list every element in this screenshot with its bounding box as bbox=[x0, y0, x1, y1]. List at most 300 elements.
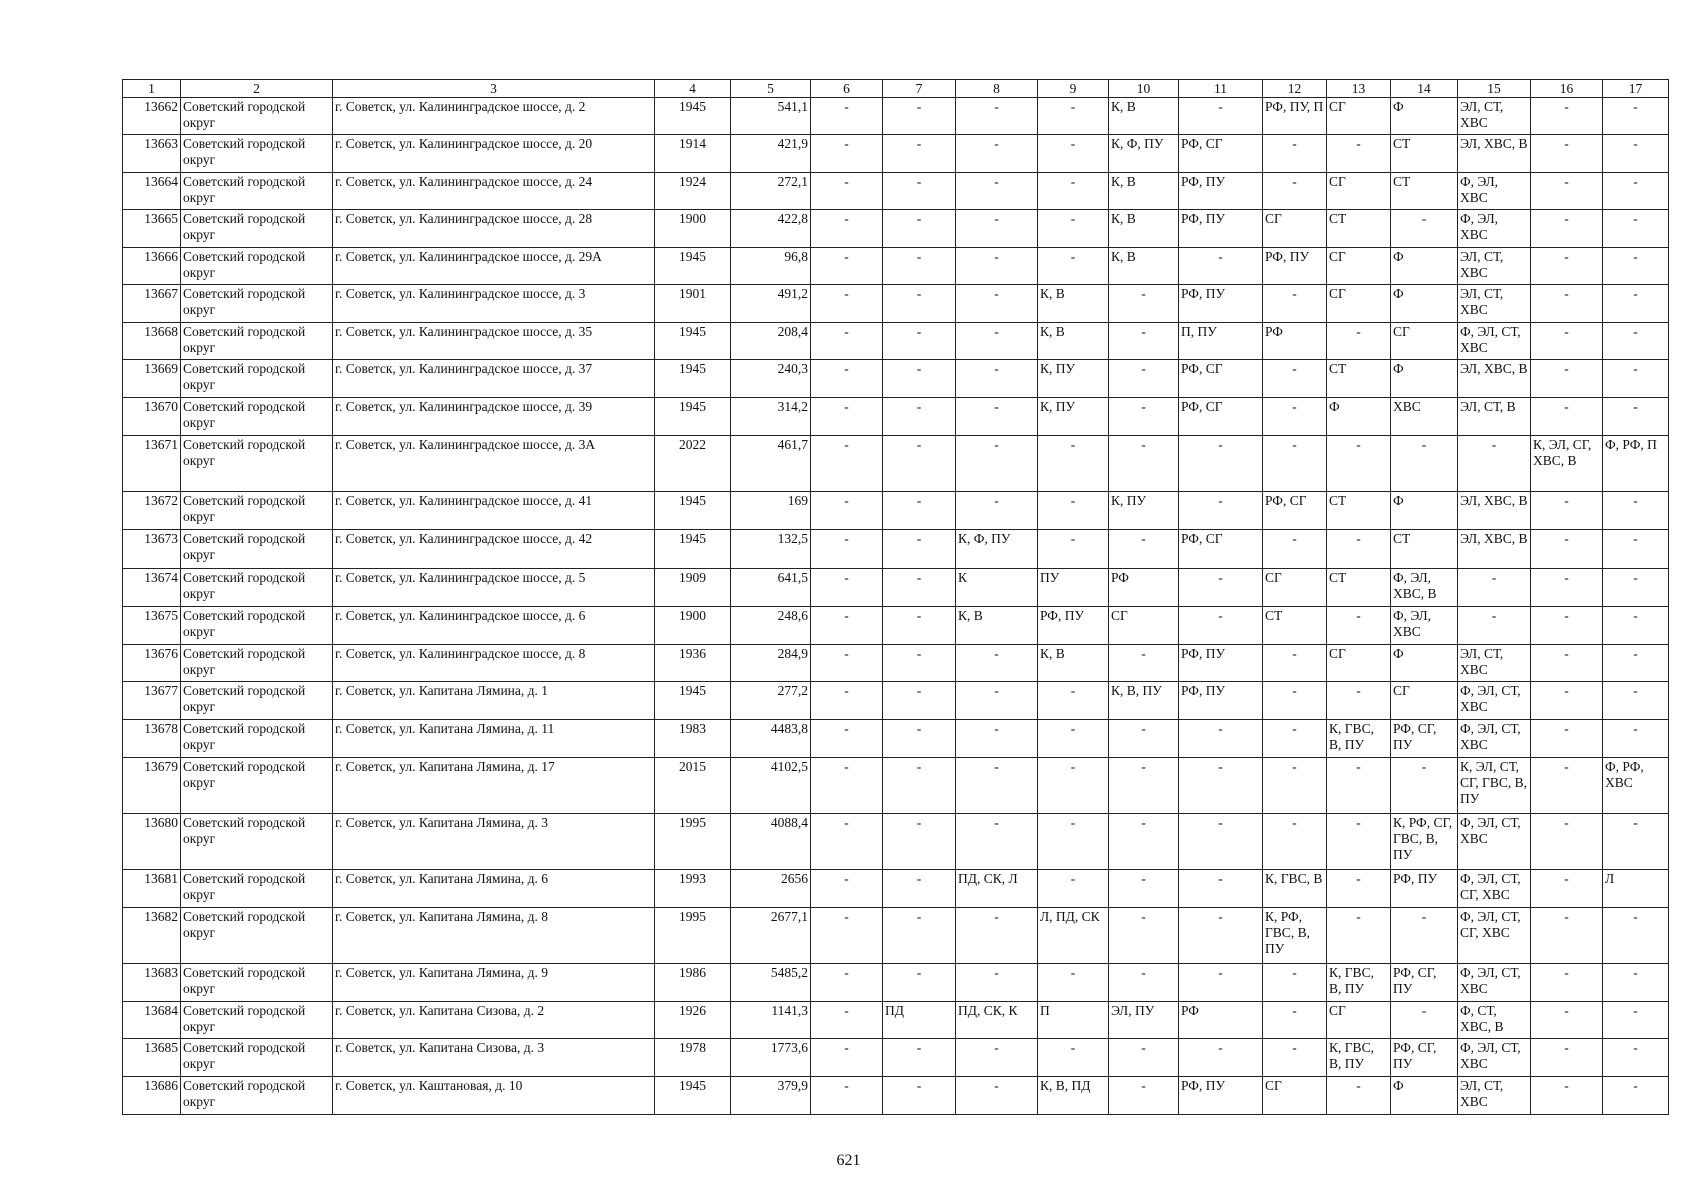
cell-address: г. Советск, ул. Калининградское шоссе, д. 6 bbox=[333, 607, 655, 645]
cell-col-15: К, ЭЛ, СТ, СГ, ГВС, В, ПУ bbox=[1458, 758, 1531, 814]
cell-area: 2656 bbox=[731, 870, 811, 908]
cell-col-12: СГ bbox=[1263, 569, 1327, 607]
cell-col-14: СТ bbox=[1391, 135, 1458, 173]
cell-col-15: Ф, ЭЛ, СТ, ХВС bbox=[1458, 323, 1531, 360]
cell-area: 541,1 bbox=[731, 98, 811, 135]
cell-col-14: РФ, СГ, ПУ bbox=[1391, 1039, 1458, 1077]
cell-year-built: 1945 bbox=[655, 398, 731, 436]
cell-year-built: 1993 bbox=[655, 870, 731, 908]
cell-col-11: РФ, ПУ bbox=[1179, 645, 1263, 682]
cell-col-15: ЭЛ, ХВС, В bbox=[1458, 360, 1531, 398]
cell-col-15: Ф, СТ, ХВС, В bbox=[1458, 1002, 1531, 1039]
cell-row-number: 13664 bbox=[123, 173, 181, 210]
cell-col-9: - bbox=[1038, 135, 1109, 173]
cell-col-15: ЭЛ, ХВС, В bbox=[1458, 530, 1531, 569]
cell-row-number: 13679 bbox=[123, 758, 181, 814]
cell-col-9: ПУ bbox=[1038, 569, 1109, 607]
cell-col-6: - bbox=[811, 323, 883, 360]
cell-col-13: СГ bbox=[1327, 1002, 1391, 1039]
cell-address: г. Советск, ул. Капитана Лямина, д. 8 bbox=[333, 908, 655, 964]
cell-municipality: Советский городской округ bbox=[181, 248, 333, 285]
cell-col-10: К, В bbox=[1109, 98, 1179, 135]
cell-year-built: 1995 bbox=[655, 908, 731, 964]
cell-col-10: К, В bbox=[1109, 210, 1179, 248]
cell-col-7: - bbox=[883, 173, 956, 210]
cell-col-15: ЭЛ, ХВС, В bbox=[1458, 492, 1531, 530]
cell-col-13: СГ bbox=[1327, 285, 1391, 323]
cell-col-13: - bbox=[1327, 436, 1391, 492]
cell-col-17: Л bbox=[1603, 870, 1669, 908]
cell-col-15: Ф, ЭЛ, СТ, СГ, ХВС bbox=[1458, 870, 1531, 908]
cell-col-11: - bbox=[1179, 814, 1263, 870]
cell-year-built: 2015 bbox=[655, 758, 731, 814]
cell-col-12: - bbox=[1263, 758, 1327, 814]
cell-col-14: - bbox=[1391, 210, 1458, 248]
cell-col-6: - bbox=[811, 98, 883, 135]
cell-col-15: ЭЛ, СТ, ХВС bbox=[1458, 1077, 1531, 1115]
table-row bbox=[123, 323, 1669, 360]
column-header-6: 6 bbox=[811, 80, 883, 98]
cell-year-built: 1924 bbox=[655, 173, 731, 210]
cell-col-11: РФ, СГ bbox=[1179, 398, 1263, 436]
cell-col-16: - bbox=[1531, 870, 1603, 908]
cell-col-16: - bbox=[1531, 720, 1603, 758]
cell-col-7: - bbox=[883, 323, 956, 360]
cell-municipality: Советский городской округ bbox=[181, 607, 333, 645]
cell-address: г. Советск, ул. Капитана Лямина, д. 1 bbox=[333, 682, 655, 720]
cell-col-15: Ф, ЭЛ, СТ, ХВС bbox=[1458, 682, 1531, 720]
cell-col-7: - bbox=[883, 436, 956, 492]
cell-address: г. Советск, ул. Капитана Сизова, д. 2 bbox=[333, 1002, 655, 1039]
cell-col-13: СГ bbox=[1327, 248, 1391, 285]
cell-col-10: - bbox=[1109, 964, 1179, 1002]
cell-municipality: Советский городской округ bbox=[181, 210, 333, 248]
cell-col-6: - bbox=[811, 492, 883, 530]
cell-col-7: - bbox=[883, 720, 956, 758]
cell-year-built: 1936 bbox=[655, 645, 731, 682]
cell-address: г. Советск, ул. Калининградское шоссе, д. 5 bbox=[333, 569, 655, 607]
table-body bbox=[123, 98, 1669, 1115]
cell-col-12: - bbox=[1263, 173, 1327, 210]
cell-col-16: - bbox=[1531, 173, 1603, 210]
cell-col-17: - bbox=[1603, 720, 1669, 758]
cell-col-11: - bbox=[1179, 569, 1263, 607]
cell-municipality: Советский городской округ bbox=[181, 285, 333, 323]
cell-col-6: - bbox=[811, 248, 883, 285]
cell-col-7: - bbox=[883, 360, 956, 398]
cell-col-12: - bbox=[1263, 814, 1327, 870]
column-header-8: 8 bbox=[956, 80, 1038, 98]
cell-col-7: - bbox=[883, 870, 956, 908]
cell-address: г. Советск, ул. Калининградское шоссе, д. 41 bbox=[333, 492, 655, 530]
cell-col-16: - bbox=[1531, 248, 1603, 285]
cell-col-11: - bbox=[1179, 908, 1263, 964]
cell-col-15: - bbox=[1458, 607, 1531, 645]
cell-col-13: - bbox=[1327, 758, 1391, 814]
table-row bbox=[123, 1002, 1669, 1039]
cell-col-12: - bbox=[1263, 720, 1327, 758]
cell-address: г. Советск, ул. Калининградское шоссе, д. 35 bbox=[333, 323, 655, 360]
table-row bbox=[123, 964, 1669, 1002]
cell-col-13: К, ГВС, В, ПУ bbox=[1327, 1039, 1391, 1077]
cell-col-12: - bbox=[1263, 1039, 1327, 1077]
cell-col-13: СТ bbox=[1327, 210, 1391, 248]
housing-register-table bbox=[122, 79, 1669, 1115]
cell-col-16: - bbox=[1531, 492, 1603, 530]
cell-col-11: РФ, ПУ bbox=[1179, 210, 1263, 248]
cell-area: 2677,1 bbox=[731, 908, 811, 964]
cell-col-11: - bbox=[1179, 964, 1263, 1002]
cell-col-14: Ф, ЭЛ, ХВС bbox=[1391, 607, 1458, 645]
cell-col-16: - bbox=[1531, 1039, 1603, 1077]
cell-col-15: - bbox=[1458, 436, 1531, 492]
cell-col-10: К, Ф, ПУ bbox=[1109, 135, 1179, 173]
column-header-9: 9 bbox=[1038, 80, 1109, 98]
cell-col-8: - bbox=[956, 360, 1038, 398]
cell-col-17: - bbox=[1603, 398, 1669, 436]
cell-col-6: - bbox=[811, 1077, 883, 1115]
cell-col-12: - bbox=[1263, 285, 1327, 323]
cell-col-16: - bbox=[1531, 569, 1603, 607]
cell-col-12: СГ bbox=[1263, 210, 1327, 248]
column-header-3: 3 bbox=[333, 80, 655, 98]
cell-col-11: - bbox=[1179, 492, 1263, 530]
cell-area: 421,9 bbox=[731, 135, 811, 173]
cell-col-15: Ф, ЭЛ, СТ, СГ, ХВС bbox=[1458, 908, 1531, 964]
table-row bbox=[123, 530, 1669, 569]
cell-col-9: - bbox=[1038, 173, 1109, 210]
table-row bbox=[123, 248, 1669, 285]
cell-col-17: Ф, РФ, ХВС bbox=[1603, 758, 1669, 814]
cell-municipality: Советский городской округ bbox=[181, 1077, 333, 1115]
table-row bbox=[123, 210, 1669, 248]
table-row bbox=[123, 173, 1669, 210]
cell-col-10: - bbox=[1109, 285, 1179, 323]
table-row bbox=[123, 285, 1669, 323]
cell-col-10: - bbox=[1109, 323, 1179, 360]
cell-col-11: - bbox=[1179, 1039, 1263, 1077]
cell-col-6: - bbox=[811, 569, 883, 607]
cell-col-8: - bbox=[956, 908, 1038, 964]
cell-col-10: - bbox=[1109, 1039, 1179, 1077]
cell-col-16: - bbox=[1531, 645, 1603, 682]
cell-municipality: Советский городской округ bbox=[181, 323, 333, 360]
cell-municipality: Советский городской округ bbox=[181, 720, 333, 758]
cell-col-11: - bbox=[1179, 870, 1263, 908]
cell-col-11: - bbox=[1179, 758, 1263, 814]
cell-col-15: Ф, ЭЛ, ХВС bbox=[1458, 210, 1531, 248]
cell-col-14: РФ, СГ, ПУ bbox=[1391, 720, 1458, 758]
cell-col-7: - bbox=[883, 908, 956, 964]
cell-area: 284,9 bbox=[731, 645, 811, 682]
cell-area: 272,1 bbox=[731, 173, 811, 210]
table-row bbox=[123, 1077, 1669, 1115]
cell-col-8: - bbox=[956, 964, 1038, 1002]
cell-col-9: - bbox=[1038, 758, 1109, 814]
cell-col-10: ЭЛ, ПУ bbox=[1109, 1002, 1179, 1039]
cell-municipality: Советский городской округ bbox=[181, 814, 333, 870]
cell-col-10: - bbox=[1109, 360, 1179, 398]
cell-col-7: - bbox=[883, 210, 956, 248]
cell-municipality: Советский городской округ bbox=[181, 98, 333, 135]
column-header-13: 13 bbox=[1327, 80, 1391, 98]
cell-municipality: Советский городской округ bbox=[181, 758, 333, 814]
cell-col-7: - bbox=[883, 248, 956, 285]
cell-col-15: ЭЛ, СТ, В bbox=[1458, 398, 1531, 436]
cell-col-17: - bbox=[1603, 569, 1669, 607]
cell-col-14: СТ bbox=[1391, 530, 1458, 569]
cell-col-9: К, ПУ bbox=[1038, 360, 1109, 398]
table-row bbox=[123, 607, 1669, 645]
cell-year-built: 1945 bbox=[655, 323, 731, 360]
cell-area: 4102,5 bbox=[731, 758, 811, 814]
cell-area: 461,7 bbox=[731, 436, 811, 492]
cell-col-9: К, В bbox=[1038, 323, 1109, 360]
cell-col-6: - bbox=[811, 285, 883, 323]
cell-col-12: РФ, ПУ, П bbox=[1263, 98, 1327, 135]
cell-municipality: Советский городской округ bbox=[181, 1039, 333, 1077]
cell-col-7: - bbox=[883, 814, 956, 870]
cell-col-16: - bbox=[1531, 1077, 1603, 1115]
cell-row-number: 13676 bbox=[123, 645, 181, 682]
cell-col-13: - bbox=[1327, 814, 1391, 870]
cell-col-14: - bbox=[1391, 436, 1458, 492]
cell-year-built: 1901 bbox=[655, 285, 731, 323]
cell-col-13: - bbox=[1327, 607, 1391, 645]
cell-col-16: - bbox=[1531, 607, 1603, 645]
table-row bbox=[123, 758, 1669, 814]
cell-col-13: - bbox=[1327, 682, 1391, 720]
cell-row-number: 13667 bbox=[123, 285, 181, 323]
cell-col-9: К, В bbox=[1038, 285, 1109, 323]
cell-row-number: 13668 bbox=[123, 323, 181, 360]
cell-col-17: - bbox=[1603, 323, 1669, 360]
cell-col-7: - bbox=[883, 492, 956, 530]
cell-col-11: РФ, ПУ bbox=[1179, 173, 1263, 210]
cell-col-17: - bbox=[1603, 682, 1669, 720]
cell-municipality: Советский городской округ bbox=[181, 173, 333, 210]
cell-col-14: РФ, СГ, ПУ bbox=[1391, 964, 1458, 1002]
cell-area: 5485,2 bbox=[731, 964, 811, 1002]
header-row bbox=[123, 80, 1669, 98]
cell-col-7: - bbox=[883, 682, 956, 720]
cell-col-6: - bbox=[811, 870, 883, 908]
cell-col-13: - bbox=[1327, 135, 1391, 173]
cell-col-9: - bbox=[1038, 98, 1109, 135]
cell-year-built: 1945 bbox=[655, 492, 731, 530]
cell-col-15: ЭЛ, СТ, ХВС bbox=[1458, 285, 1531, 323]
cell-col-14: Ф bbox=[1391, 248, 1458, 285]
cell-col-10: - bbox=[1109, 720, 1179, 758]
column-header-7: 7 bbox=[883, 80, 956, 98]
column-header-2: 2 bbox=[181, 80, 333, 98]
table-row bbox=[123, 135, 1669, 173]
cell-col-16: - bbox=[1531, 360, 1603, 398]
cell-col-17: - bbox=[1603, 964, 1669, 1002]
cell-col-9: Л, ПД, СК bbox=[1038, 908, 1109, 964]
column-header-5: 5 bbox=[731, 80, 811, 98]
cell-col-6: - bbox=[811, 135, 883, 173]
cell-col-11: - bbox=[1179, 607, 1263, 645]
cell-col-14: СТ bbox=[1391, 173, 1458, 210]
cell-col-9: РФ, ПУ bbox=[1038, 607, 1109, 645]
cell-col-17: - bbox=[1603, 1039, 1669, 1077]
cell-col-7: - bbox=[883, 530, 956, 569]
cell-col-16: - bbox=[1531, 814, 1603, 870]
table-row bbox=[123, 492, 1669, 530]
table-row bbox=[123, 870, 1669, 908]
cell-area: 314,2 bbox=[731, 398, 811, 436]
cell-col-14: - bbox=[1391, 758, 1458, 814]
cell-col-6: - bbox=[811, 398, 883, 436]
cell-municipality: Советский городской округ bbox=[181, 360, 333, 398]
cell-col-8: - bbox=[956, 135, 1038, 173]
cell-col-13: - bbox=[1327, 1077, 1391, 1115]
cell-col-11: РФ, СГ bbox=[1179, 360, 1263, 398]
cell-municipality: Советский городской округ bbox=[181, 135, 333, 173]
cell-col-10: - bbox=[1109, 398, 1179, 436]
cell-area: 248,6 bbox=[731, 607, 811, 645]
cell-address: г. Советск, ул. Калининградское шоссе, д. 28 bbox=[333, 210, 655, 248]
cell-col-6: - bbox=[811, 964, 883, 1002]
cell-col-10: - bbox=[1109, 870, 1179, 908]
cell-col-15: ЭЛ, СТ, ХВС bbox=[1458, 248, 1531, 285]
cell-col-6: - bbox=[811, 1039, 883, 1077]
cell-col-15: - bbox=[1458, 569, 1531, 607]
cell-col-15: ЭЛ, СТ, ХВС bbox=[1458, 645, 1531, 682]
cell-row-number: 13678 bbox=[123, 720, 181, 758]
table-row bbox=[123, 908, 1669, 964]
cell-col-15: Ф, ЭЛ, СТ, ХВС bbox=[1458, 964, 1531, 1002]
cell-address: г. Советск, ул. Капитана Лямина, д. 3 bbox=[333, 814, 655, 870]
cell-col-6: - bbox=[811, 645, 883, 682]
cell-col-10: - bbox=[1109, 645, 1179, 682]
cell-col-12: - bbox=[1263, 360, 1327, 398]
cell-col-11: РФ, СГ bbox=[1179, 530, 1263, 569]
cell-col-7: - bbox=[883, 1039, 956, 1077]
cell-col-8: - bbox=[956, 248, 1038, 285]
cell-col-8: - bbox=[956, 1039, 1038, 1077]
cell-col-10: СГ bbox=[1109, 607, 1179, 645]
cell-col-9: - bbox=[1038, 492, 1109, 530]
cell-year-built: 1909 bbox=[655, 569, 731, 607]
cell-col-6: - bbox=[811, 814, 883, 870]
cell-col-10: - bbox=[1109, 530, 1179, 569]
cell-col-10: К, В bbox=[1109, 173, 1179, 210]
cell-area: 169 bbox=[731, 492, 811, 530]
cell-col-8: - bbox=[956, 758, 1038, 814]
cell-area: 641,5 bbox=[731, 569, 811, 607]
cell-col-7: - bbox=[883, 569, 956, 607]
cell-row-number: 13685 bbox=[123, 1039, 181, 1077]
cell-col-8: К bbox=[956, 569, 1038, 607]
cell-area: 4088,4 bbox=[731, 814, 811, 870]
cell-col-15: Ф, ЭЛ, СТ, ХВС bbox=[1458, 1039, 1531, 1077]
column-header-15: 15 bbox=[1458, 80, 1531, 98]
cell-year-built: 1945 bbox=[655, 682, 731, 720]
cell-col-16: - bbox=[1531, 530, 1603, 569]
cell-col-14: Ф bbox=[1391, 492, 1458, 530]
cell-area: 277,2 bbox=[731, 682, 811, 720]
cell-address: г. Советск, ул. Калининградское шоссе, д. 3 bbox=[333, 285, 655, 323]
cell-col-8: - bbox=[956, 436, 1038, 492]
cell-col-14: Ф bbox=[1391, 360, 1458, 398]
cell-address: г. Советск, ул. Каштановая, д. 10 bbox=[333, 1077, 655, 1115]
cell-col-13: СТ bbox=[1327, 492, 1391, 530]
cell-year-built: 1983 bbox=[655, 720, 731, 758]
table-row bbox=[123, 1039, 1669, 1077]
cell-col-17: - bbox=[1603, 98, 1669, 135]
cell-area: 379,9 bbox=[731, 1077, 811, 1115]
cell-col-8: - bbox=[956, 210, 1038, 248]
cell-col-11: - bbox=[1179, 98, 1263, 135]
cell-row-number: 13662 bbox=[123, 98, 181, 135]
cell-col-6: - bbox=[811, 682, 883, 720]
cell-year-built: 1995 bbox=[655, 814, 731, 870]
cell-municipality: Советский городской округ bbox=[181, 398, 333, 436]
cell-year-built: 1945 bbox=[655, 1077, 731, 1115]
cell-col-6: - bbox=[811, 758, 883, 814]
cell-col-17: - bbox=[1603, 530, 1669, 569]
cell-col-12: - bbox=[1263, 1002, 1327, 1039]
cell-col-10: - bbox=[1109, 758, 1179, 814]
cell-address: г. Советск, ул. Капитана Сизова, д. 3 bbox=[333, 1039, 655, 1077]
cell-col-7: - bbox=[883, 98, 956, 135]
cell-col-17: - bbox=[1603, 360, 1669, 398]
cell-col-17: Ф, РФ, П bbox=[1603, 436, 1669, 492]
cell-year-built: 1945 bbox=[655, 98, 731, 135]
cell-col-15: Ф, ЭЛ, ХВС bbox=[1458, 173, 1531, 210]
cell-col-13: СГ bbox=[1327, 98, 1391, 135]
cell-row-number: 13681 bbox=[123, 870, 181, 908]
cell-col-16: - bbox=[1531, 398, 1603, 436]
cell-col-12: - bbox=[1263, 530, 1327, 569]
cell-col-8: - bbox=[956, 814, 1038, 870]
cell-col-6: - bbox=[811, 173, 883, 210]
cell-row-number: 13682 bbox=[123, 908, 181, 964]
cell-address: г. Советск, ул. Калининградское шоссе, д. 20 bbox=[333, 135, 655, 173]
cell-col-7: - bbox=[883, 1077, 956, 1115]
cell-col-13: - bbox=[1327, 908, 1391, 964]
cell-col-6: - bbox=[811, 1002, 883, 1039]
cell-col-11: РФ, ПУ bbox=[1179, 682, 1263, 720]
cell-col-9: - bbox=[1038, 814, 1109, 870]
cell-area: 132,5 bbox=[731, 530, 811, 569]
cell-col-10: - bbox=[1109, 1077, 1179, 1115]
cell-municipality: Советский городской округ bbox=[181, 645, 333, 682]
cell-year-built: 1900 bbox=[655, 210, 731, 248]
cell-col-13: Ф bbox=[1327, 398, 1391, 436]
cell-col-8: - bbox=[956, 1077, 1038, 1115]
cell-area: 491,2 bbox=[731, 285, 811, 323]
cell-address: г. Советск, ул. Калининградское шоссе, д. 3А bbox=[333, 436, 655, 492]
cell-col-6: - bbox=[811, 210, 883, 248]
cell-address: г. Советск, ул. Калининградское шоссе, д. 37 bbox=[333, 360, 655, 398]
column-header-16: 16 bbox=[1531, 80, 1603, 98]
cell-col-13: - bbox=[1327, 323, 1391, 360]
cell-municipality: Советский городской округ bbox=[181, 908, 333, 964]
cell-col-12: - bbox=[1263, 398, 1327, 436]
cell-col-7: - bbox=[883, 645, 956, 682]
cell-col-14: ХВС bbox=[1391, 398, 1458, 436]
cell-address: г. Советск, ул. Капитана Лямина, д. 17 bbox=[333, 758, 655, 814]
table-row bbox=[123, 360, 1669, 398]
cell-municipality: Советский городской округ bbox=[181, 492, 333, 530]
cell-row-number: 13666 bbox=[123, 248, 181, 285]
cell-col-10: К, В, ПУ bbox=[1109, 682, 1179, 720]
cell-row-number: 13672 bbox=[123, 492, 181, 530]
cell-year-built: 1926 bbox=[655, 1002, 731, 1039]
